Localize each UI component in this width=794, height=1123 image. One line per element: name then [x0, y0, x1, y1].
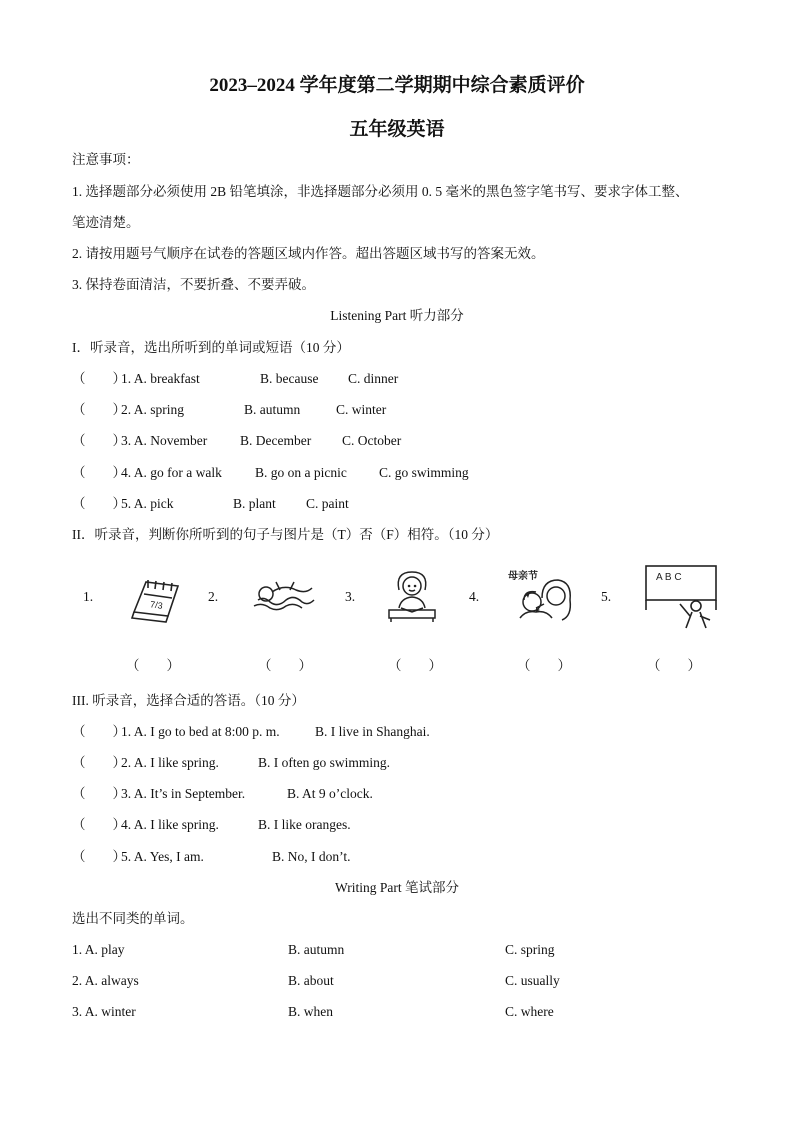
exam-subtitle: 五年级英语	[349, 119, 445, 140]
option-c: C. usually	[505, 973, 560, 988]
option-b: B. autumn	[244, 402, 301, 417]
listening-header: Listening Part 听力部分	[330, 308, 464, 323]
option-b: B. I live in Shanghai.	[315, 724, 430, 739]
option-c: C. dinner	[348, 371, 399, 386]
note-3: 3. 保持卷面清洁，不要折叠、不要弄破。	[72, 277, 315, 292]
calendar-picture	[128, 572, 182, 624]
option-a: 4. A. go for a walk	[121, 465, 222, 480]
option-a: 2. A. spring	[121, 402, 185, 417]
option-b: B. December	[240, 433, 312, 448]
answer-paren[interactable]: （ ）	[72, 849, 126, 864]
answer-paren[interactable]: （ ）	[72, 724, 126, 739]
option-b: B. when	[288, 1004, 333, 1019]
blackboard-letters: A B C	[656, 572, 682, 583]
note-1a: 1. 选择题部分必须使用 2B 铅笔填涂，非选择题部分必须用 0. 5 毫米的黑色签字笔书写、要求字体工整、	[72, 184, 689, 199]
option-b: B. At 9 o’clock.	[287, 786, 373, 801]
option-a: 1. A. play	[72, 942, 125, 957]
option-c: C. paint	[306, 496, 349, 511]
option-a: 2. A. I like spring.	[121, 755, 219, 770]
option-a: 4. A. I like spring.	[121, 817, 219, 832]
girl-reading-picture	[385, 568, 439, 624]
picture-number: 5.	[601, 589, 612, 604]
option-b: B. go on a picnic	[255, 465, 347, 480]
picture-number: 1.	[83, 589, 94, 604]
section-2-title: II．听录音，判断你所听到的句子与图片是（T）否（F）相符。（10 分）	[72, 527, 499, 542]
section-4-title: 选出不同类的单词。	[72, 911, 194, 926]
answer-paren[interactable]: （ ）	[517, 658, 571, 673]
option-c: C. spring	[505, 942, 555, 957]
answer-paren[interactable]: （ ）	[72, 433, 126, 448]
option-a: 2. A. always	[72, 973, 139, 988]
option-a: 1. A. breakfast	[121, 371, 200, 386]
option-c: C. go swimming	[379, 465, 469, 480]
section-3-title: III. 听录音，选择合适的答语。（10 分）	[72, 693, 305, 708]
note-1b: 笔迹清楚。	[72, 215, 140, 230]
picture-number: 3.	[345, 589, 356, 604]
answer-paren[interactable]: （ ）	[647, 658, 701, 673]
option-b: B. I like oranges.	[258, 817, 351, 832]
answer-paren[interactable]: （ ）	[258, 658, 312, 673]
svg-text:7/3: 7/3	[149, 599, 164, 611]
picture-number: 4.	[469, 589, 480, 604]
writing-header: Writing Part 笔试部分	[335, 880, 459, 895]
answer-paren[interactable]: （ ）	[72, 786, 126, 801]
answer-paren[interactable]: （ ）	[72, 496, 126, 511]
option-a: 1. A. I go to bed at 8:00 p. m.	[121, 724, 280, 739]
option-b: B. autumn	[288, 942, 345, 957]
answer-paren[interactable]: （ ）	[72, 402, 126, 417]
option-a: 3. A. It’s in September.	[121, 786, 246, 801]
option-b: B. because	[260, 371, 319, 386]
mothers-day-label: 母亲节	[508, 571, 538, 582]
option-c: C. where	[505, 1004, 554, 1019]
option-b: B. I often go swimming.	[258, 755, 390, 770]
answer-paren[interactable]: （ ）	[126, 658, 180, 673]
option-c: C. winter	[336, 402, 387, 417]
option-b: B. No, I don’t.	[272, 849, 351, 864]
teacher-blackboard-picture	[640, 562, 726, 630]
swimming-picture	[250, 578, 318, 614]
answer-paren[interactable]: （ ）	[388, 658, 442, 673]
option-a: 3. A. winter	[72, 1004, 136, 1019]
option-a: 5. A. pick	[121, 496, 174, 511]
option-b: B. plant	[233, 496, 276, 511]
answer-paren[interactable]: （ ）	[72, 817, 126, 832]
option-b: B. about	[288, 973, 334, 988]
section-1-title: I．听录音，选出所听到的单词或短语（10 分）	[72, 340, 350, 355]
option-a: 5. A. Yes, I am.	[121, 849, 204, 864]
option-a: 3. A. November	[121, 433, 208, 448]
option-c: C. October	[342, 433, 402, 448]
answer-paren[interactable]: （ ）	[72, 465, 126, 480]
notes-heading: 注意事项：	[72, 152, 140, 167]
mothers-day-picture	[506, 568, 576, 624]
exam-title: 2023–2024 学年度第二学期期中综合素质评价	[209, 75, 585, 96]
answer-paren[interactable]: （ ）	[72, 755, 126, 770]
note-2: 2. 请按用题号气顺序在试卷的答题区域内作答。超出答题区域书写的答案无效。	[72, 246, 545, 261]
picture-number: 2.	[208, 589, 219, 604]
answer-paren[interactable]: （ ）	[72, 371, 126, 386]
